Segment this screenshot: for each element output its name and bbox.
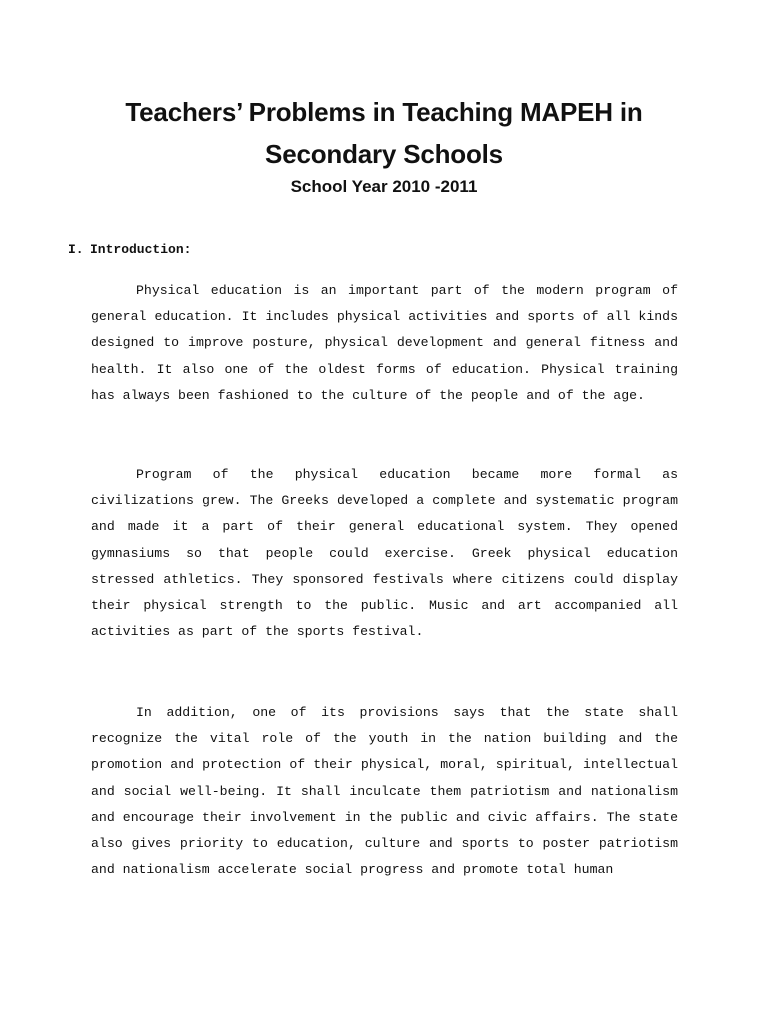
paragraph-3: In addition, one of its provisions says that the state shall recognize the vital role of the youth in the nation building and the promotion and protection of their physical, moral, spiritual, intellectual and social well-being. It shall inculcate them patriotism and nationalism and encourage their involvement in the public and civic affairs. The state also gives priority to education, culture and sports to poster patriotism and nationalism accelerate social progress and promote total human: [91, 705, 678, 878]
paragraph-2: Program of the physical education became more formal as civilizations grew. The Greeks developed a complete and systematic program and made it a part of their general educational system. They opened gymnasiums so that people could exercise. Greek physical education stressed athletics. They sponsored festivals where citizens could display their physical strength to the public. Music and art accompanied all activities as part of the sports festival.: [91, 467, 678, 640]
section-number: I.: [68, 242, 84, 257]
section-heading: [68, 241, 191, 259]
paragraph-1: Physical education is an important part of the modern program of general education. It includes physical activities and sports of all kinds designed to improve posture, physical development and general fitness and health. It also one of the oldest forms of education. Physical training has always been fashioned to the culture of the people and of the age.: [91, 283, 678, 403]
document-title-line-1: Teachers’ Problems in Teaching MAPEH in: [125, 97, 643, 127]
section-heading-text: Introduction:: [90, 242, 192, 257]
document-title-line-2: Secondary Schools: [265, 139, 503, 169]
document-subtitle: School Year 2010 -2011: [290, 177, 478, 196]
